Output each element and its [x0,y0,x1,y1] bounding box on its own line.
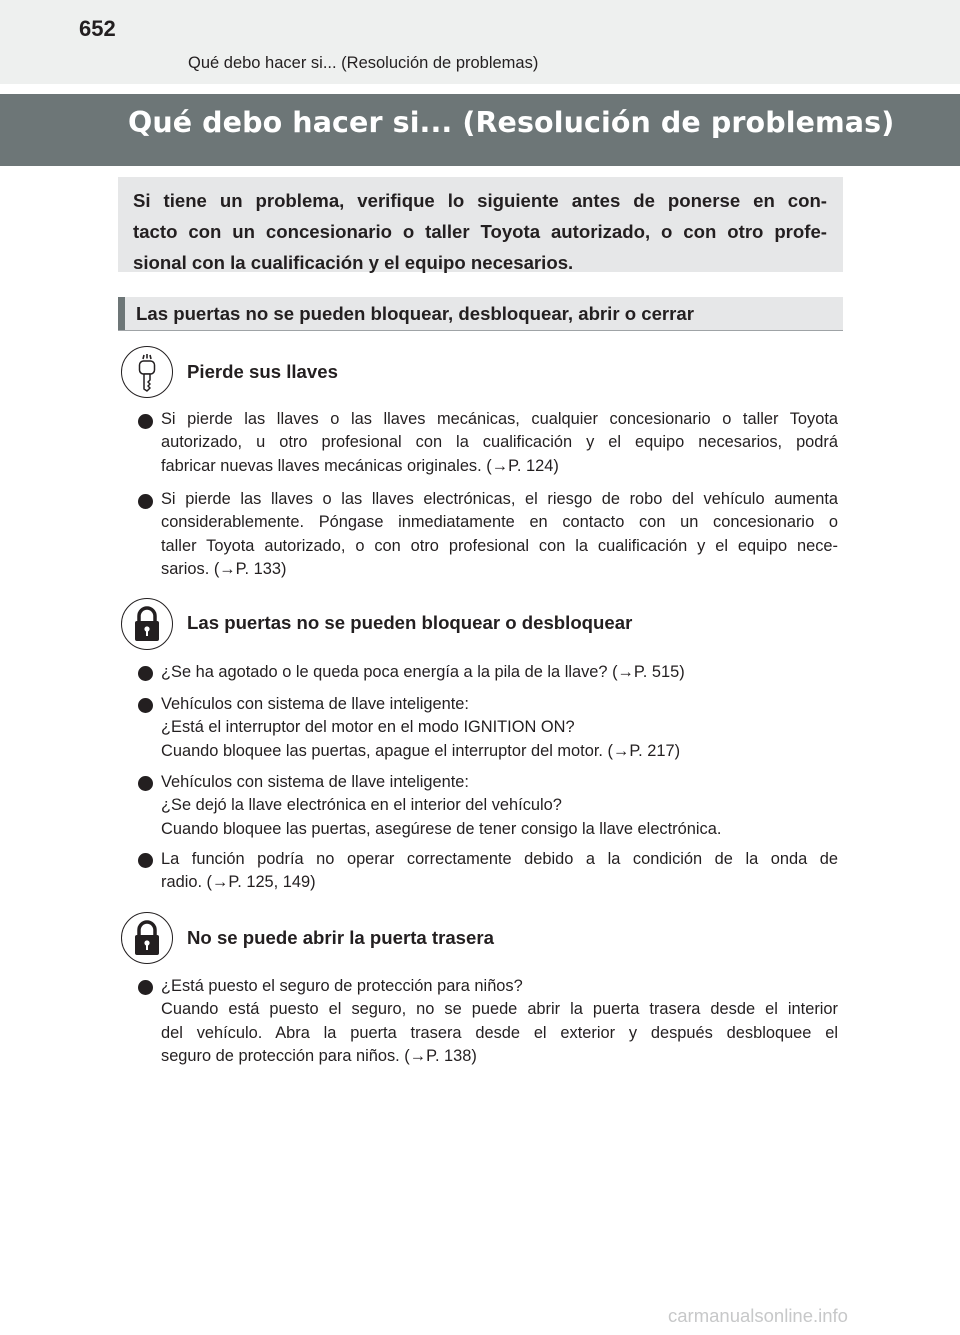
item-line: Vehículos con sistema de llave inteligente: [161,773,469,791]
item-line: seguro de protección para niños. (→P. 138) [161,1046,477,1065]
bullet-icon [138,494,153,509]
list-item [161,661,838,684]
page-number: 652 [79,16,116,41]
page-title: Qué debo hacer si... (Resolución de problemas) [128,106,895,139]
bullet-icon [138,776,153,791]
item-line: sarios. (→P. 133) [161,559,287,578]
list-item [161,771,838,841]
item-line: fabricar nuevas llaves mecánicas originales. (→P. 124) [161,456,559,475]
item-line: autorizado, u otro profesional con la cualificación y el equipo necesarios, podrá [161,433,838,452]
bullet-icon [138,414,153,429]
list-item [161,693,838,763]
item-line: La función podría no operar correctamente debido a la condición de la onda de [161,850,838,868]
section-accent [118,297,125,330]
item-line: Si pierde las llaves o las llaves electrónicas, el riesgo de robo del vehículo aumenta [161,490,838,508]
item-line: del vehículo. Abra la puerta trasera desde el exterior y después desbloquee el [161,1023,838,1042]
item-line: Cuando está puesto el seguro, no se puede abrir la puerta trasera desde el interior [161,1000,838,1019]
running-header: Qué debo hacer si... (Resolución de problemas) [188,54,539,72]
item-line: ¿Se ha agotado o le queda poca energía a la pila de la llave? (→P. 515) [161,663,685,681]
section-heading: Las puertas no se pueden bloquear, desbloquear, abrir o cerrar [136,303,694,324]
item-line: Si pierde las llaves o las llaves mecánicas, cualquier concesionario o taller Toyota [161,410,838,428]
bullet-icon [138,980,153,995]
subheading-lost-keys: Pierde sus llaves [187,361,338,382]
key-icon [121,346,173,398]
item-line: radio. (→P. 125, 149) [161,873,316,892]
item-line: considerablemente. Póngase inmediatamente en contacto con un concesionario o [161,513,838,532]
item-line: taller Toyota autorizado, o con otro profesional con la cualificación y el equipo nece- [161,536,838,555]
bullet-icon [138,666,153,681]
item-line: Cuando bloquee las puertas, asegúrese de tener consigo la llave electrónica. [161,819,722,838]
list-item [161,975,838,1068]
intro-text [133,185,827,278]
bullet-icon [138,853,153,868]
bullet-icon [138,698,153,713]
intro-line: sional con la cualificación y el equipo necesarios. [133,252,574,273]
intro-line: Si tiene un problema, verifique lo siguiente antes de ponerse en con- [133,190,827,211]
subheading-lock-unlock: Las puertas no se pueden bloquear o desbloquear [187,612,633,633]
item-line: ¿Está el interruptor del motor en el modo IGNITION ON? [161,718,575,737]
list-item [161,408,838,478]
intro-line: tacto con un concesionario o taller Toyota autorizado, o con otro profe- [133,221,827,242]
subheading-rear-door: No se puede abrir la puerta trasera [187,927,494,948]
list-item [161,488,838,581]
padlock-icon [121,598,173,650]
watermark: carmanualsonline.info [668,1305,848,1326]
list-item [161,848,838,895]
item-line: Cuando bloquee las puertas, apague el interruptor del motor. (→P. 217) [161,741,681,760]
padlock-icon [121,912,173,964]
item-line: ¿Está puesto el seguro de protección para niños? [161,977,523,995]
item-line: ¿Se dejó la llave electrónica en el interior del vehículo? [161,796,562,815]
item-line: Vehículos con sistema de llave inteligente: [161,695,469,713]
